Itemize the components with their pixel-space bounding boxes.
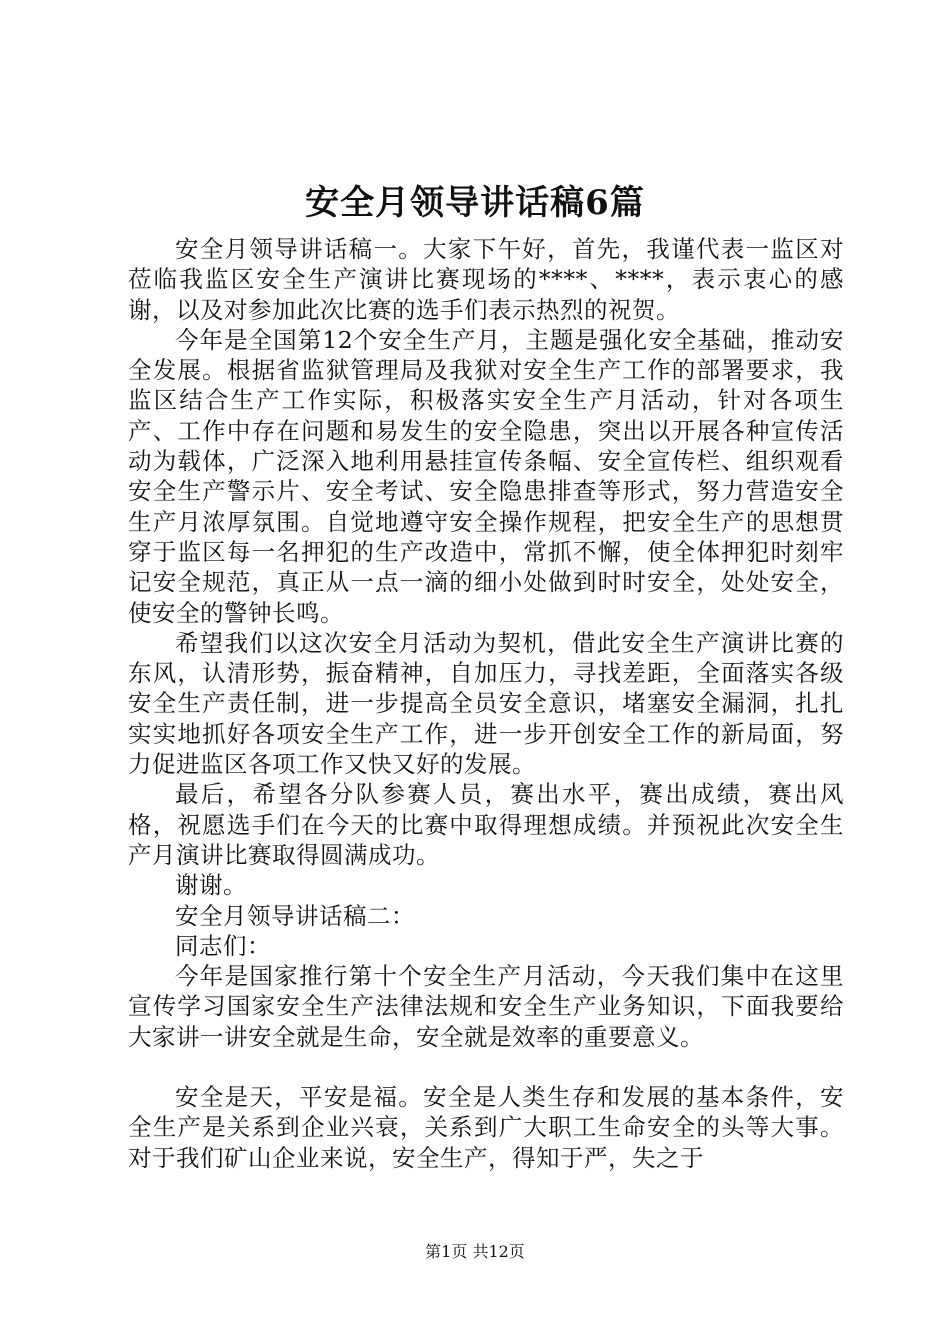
paragraph: 最后，希望各分队参赛人员，赛出水平，赛出成绩，赛出风格，祝愿选手们在今天的比赛中取得理想成绩。并预祝此次安全生产月演讲比赛取得圆满成功。 bbox=[128, 780, 844, 869]
paragraph: 安全是天，平安是福。安全是人类生存和发展的基本条件，安全生产是关系到企业兴衰，关系到广大职工生命安全的头等大事。对于我们矿山企业来说，安全生产，得知于严，失之于 bbox=[128, 1083, 844, 1172]
paragraph: 今年是全国第12个安全生产月，主题是强化安全基础，推动安全发展。根据省监狱管理局及我狱对安全生产工作的部署要求，我监区结合生产工作实际，积极落实安全生产月活动，针对各项生产、工作中存在问题和易发生的安全隐患，突出以开展各种宣传活动为载体，广泛深入地利用悬挂宣传条幅、安全宣传栏、组织观看安全生产警示片、安全考试、安全隐患排查等形式，努力营造安全生产月浓厚氛围。自觉地遵守安全操作规程，把安全生产的思想贯穿于监区每一名押犯的生产改造中，常抓不懈，使全体押犯时刻牢记安全规范，真正从一点一滴的细小处做到时时安全，处处安全，使安全的警钟长鸣。 bbox=[128, 325, 844, 627]
paragraph: 希望我们以这次安全月活动为契机，借此安全生产演讲比赛的东风，认清形势，振奋精神，自加压力，寻找差距，全面落实各级安全生产责任制，进一步提高全员安全意识，堵塞安全漏洞，扎扎实实地抓好各项安全生产工作，进一步开创安全工作的新局面，努力促进监区各项工作又快又好的发展。 bbox=[128, 628, 844, 779]
document-body bbox=[128, 234, 844, 1173]
salutation: 同志们： bbox=[175, 931, 271, 960]
paragraph: 谢谢。 bbox=[175, 871, 247, 900]
paragraph: 安全月领导讲话稿一。大家下午好，首先，我谨代表一监区对莅临我监区安全生产演讲比赛现场的****、****，表示衷心的感谢，以及对参加此次比赛的选手们表示热烈的祝贺。 bbox=[128, 235, 844, 324]
document-title: 安全月领导讲话稿6篇 bbox=[305, 183, 645, 223]
paragraph: 今年是国家推行第十个安全生产月活动，今天我们集中在这里宣传学习国家安全生产法律法规和安全生产业务知识，下面我要给大家讲一讲安全就是生命，安全就是效率的重要意义。 bbox=[128, 962, 844, 1051]
page-footer: 第1页 共12页 bbox=[425, 1242, 525, 1261]
section-heading: 安全月领导讲话稿二： bbox=[175, 901, 415, 930]
